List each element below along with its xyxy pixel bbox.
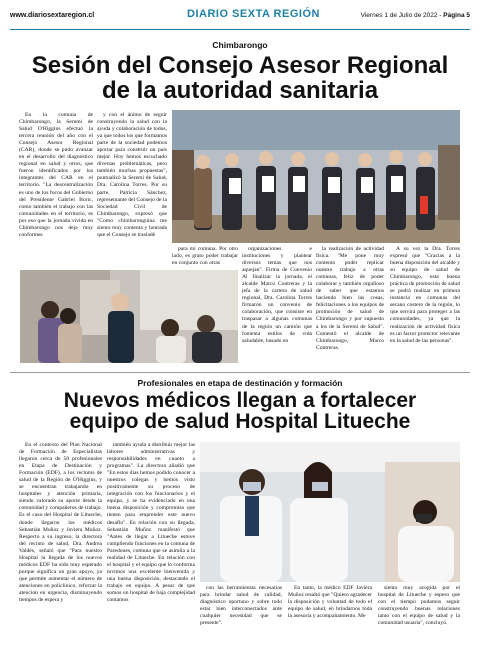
- article1-headline-line2: de la autoridad sanitaria: [101, 77, 379, 104]
- date-text: Viernes 1 de Julio de 2022 -: [360, 12, 444, 19]
- article2-column-5: [378, 585, 460, 665]
- article1-column-4: [242, 246, 312, 368]
- newspaper-name: DIARIO SEXTA REGIÓN: [187, 8, 320, 20]
- article2-col5-text: siento muy acogida por el hospital de Litueche y espero que con el tiempo podamos seguir construyendo buenas relaciones tanto con el equipo de salud y la comunidad usuaria", concluyó.: [378, 585, 460, 627]
- article1-kicker: Chimbarongo: [212, 40, 268, 50]
- article1-headline-line1: Sesión del Consejo Asesor Regional: [31, 52, 449, 79]
- group-photo-illustration: [172, 110, 460, 243]
- article2-col3-text: con las herramientas necesarias para brindar salud de calidad, diagnóstico oportuno y sobre todo estar bien interconectados ante cualquier necesidad que se presente".: [200, 585, 282, 627]
- meeting-photo-illustration: [20, 270, 238, 363]
- article1-col3-text: para mi comuna. Por otro lado, es grato poder trabajar en conjunto con otras: [172, 246, 238, 267]
- page-header: [10, 6, 470, 28]
- article1-meeting-photo: [20, 270, 238, 363]
- article2-headline-line2: equipo de salud Hospital Litueche: [69, 410, 411, 433]
- article1-col5-text: la realización de actividad física. "Me pone muy contento poder replicar nuestro trabajo a otras comunas, feliz de poder colaborar y también orgulloso de saber que estamos haciendo bien las cosas, felicitaciones a los equipos de promoción de salud de Chimbarongo y por supuesto a los de la Seremi de Salud". Comentó el alcalde de Chimbarongo, Marco Contreras.: [316, 246, 384, 351]
- article2-column-1: [19, 442, 102, 666]
- article1-col4-text: organizaciones e instituciones y plantear diversos temas que nos aquejan". Firma de Convenio Al finalizar la jornada, el alcalde Marco Contreras y la jefa de la cartera de salud regional, Dra. Carolina Torres firmaron un convenio de colaboración, que consiste en traspasar a algunas comunas de la región un camión que fomenta estilos de vida saludable, basado en: [242, 246, 312, 344]
- article2-doctors-photo: [200, 442, 460, 582]
- article1-col1-text: En la comuna de Chimbarongo, la Seremi de Salud O'Higgins efectuó la tercera reunión del año con el Consejo Asesor Regional (CAR), donde se pudo avanzar en el desarrollo del diagnóstico regional en salud y otros, que fueron identificados por los integrantes del CAR en el territorio. "La descentralización es uno de los focos del Gobierno del Presidente Gabriel Boric, como también el trabajo con las comunidades en el territorio, es por eso que la jornada vivida en Chimbarongo nos deja muy conformes: [19, 112, 93, 238]
- header-rule: [10, 29, 470, 30]
- article1-column-1: [19, 112, 93, 260]
- article2-col1-text: En el contexto del Plan Nacional de Formación de Especialistas llegaron cerca de 50 profesionales en Etapa de Destinación y Formación (EDF), a los recintos de salud de la Región de O'Higgins, y se encuentran trabajando en hospitales y atención primaria, siendo valorado su aporte desde la comunidad y compañeros de trabajo. Es el caso del Hospital de Litueche, donde llegaron los médicos Sebastián Muñoz y Javiera Muñoz. Respecto a su ingreso, la directora del recinto de salud, Dra. Andrea Valdés, señaló que "Para nuestro Hospital la llegada de los nuevos médicos EDF ha sido muy esperado porque significa un gran apoyo, ya que permite aumentar el número de atenciones en policlínico, reforzar la atención en urgencia, disminuyendo tiempos de espera y: [19, 442, 102, 604]
- doctors-photo-illustration: [200, 442, 460, 582]
- issue-date: [361, 12, 470, 19]
- article1-col6-text: A su vez la Dra. Torres expresó que "Gracias a la buena disposición del alcalde y su equipo de salud de Chimbarongo, esta buena práctica de promoción de salud se podrá realizar en primera instancia en comunas del secano costero de la región, lo que servirá para proteger a las comunidades, ya que la realización de actividad física es un factor protector relevante en la salud de las personas".: [390, 246, 460, 344]
- article1-group-photo: [172, 110, 460, 243]
- section-divider: [10, 372, 470, 373]
- page-number: Página 5: [443, 12, 470, 19]
- website-url: www.diariosextaregion.cl: [10, 12, 95, 19]
- article2-column-3: [200, 585, 282, 665]
- article2-headline-line1: Nuevos médicos llegan a fortalecer: [63, 389, 417, 412]
- article2-kicker: Profesionales en etapa de destinación y formación: [137, 378, 343, 388]
- article2-column-4: [288, 585, 372, 665]
- article2-column-2: [107, 442, 195, 666]
- article1-column-2: [97, 112, 167, 262]
- article1-column-5: [316, 246, 384, 368]
- article1-col2-text: y con el ánimo de seguir construyendo la salud con la ayuda y colaboración de todos, ya que todos los que formamos parte de la sociedad podemos aportar para construir un país mejor. Hoy hemos escuchado diversas problemáticas, pero también muchas propuestas", puntualizó la Seremi de Salud, Dra. Carolina Torres. Por su parte, Patricia Sánchez, representante del Consejo de la Sociedad Civil de Chimbarongo, expresó que "Como chimbaronguina me siento muy contenta y honrada que el Consejo se trasladé: [97, 112, 167, 238]
- article1-column-6: [390, 246, 460, 368]
- article2-col4-text: En tanto, la médico EDF Javiera Muñoz resaltó que "Quiero agradecer la disposición y voluntad de todo el equipo de salud, en brindarnos toda la asesoría y acompañamiento. Me: [288, 585, 372, 620]
- article2-col2-text: también ayuda a distribuir mejor las labores administrativas y responsabilidades en cuanto a programas". La directora añadió que "En estos días hemos podido conocer a nuestros colegas y hemos visto positivamente su proceso de integración con los funcionarios y el equipo, y se ha evidenciado en una buena disposición y compromiso que tienen para emprender este nuevo desafío". En relación con su llegada, Sebastián Muñoz manifestó que "Antes de llegar a Litueche estuve cumpliendo funciones en la comuna de Paredones, comuna que se asimila a la realidad de Litueche. En relación con el hospital y el equipo que lo conforma tuvimos una excelente bienvenida y una buena disposición, destacando el trabajo en equipo. A pesar de que somos un hospital de baja complejidad contamos: [107, 442, 195, 604]
